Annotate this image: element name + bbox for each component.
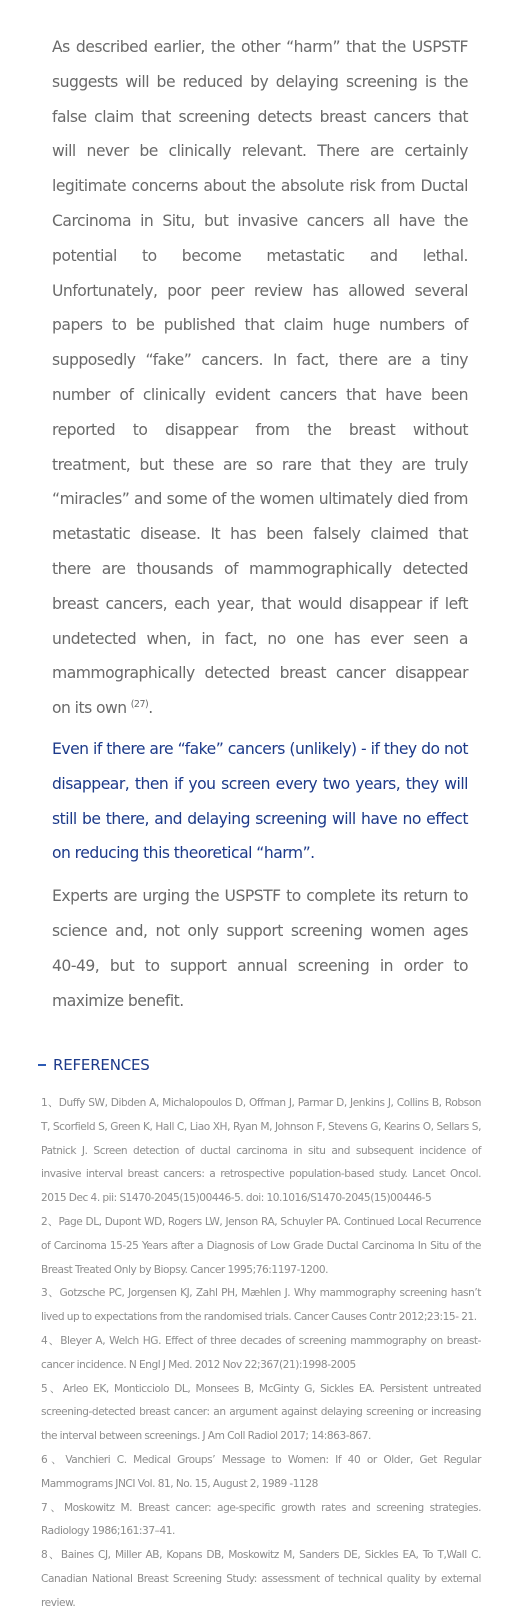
paragraph-text: As described earlier, the other “harm” that the USPSTF suggests will be reduced by delaying screening is the false claim that screening detects breast cancers that will never be clinically relevant. There are certainly legitimate concerns about the absolute risk from Ductal Carcinoma in Situ, but invasive cancers all have the potential to become metastatic and lethal. Unfortunately, poor peer review has allowed several papers to be published that claim huge numbers of supposedly “fake” cancers. In fact, there are a tiny number of clinically evident cancers that have been reported to disappear from the breast without treatment, but these are so rare that they are truly “miracles” and some of the women ultimately died from metastatic disease. It has been falsely claimed that there are thousands of mammographically detected breast cancers, each year, that would disappear if left undetected when, in fact, no one has ever seen a mammographically detected breast cancer disappear on its own [52, 38, 468, 718]
reference-item: 5、Arleo EK, Monticciolo DL, Monsees B, McGinty G, Sickles EA. Persistent untreated screening-detected breast cancer: an argument against delaying screening or increasing the interval between screenings. J Am Coll Radiol 2017; 14:863-867. [41, 1382, 481, 1443]
conclusion-paragraph: Experts are urging the USPSTF to complete its return to science and, not only support screening women ages 40-49, but to support annual screening in order to maximize benefit. [52, 887, 468, 1010]
highlighted-paragraph: Even if there are “fake” cancers (unlikely) - if they do not disappear, then if you screen every two years, they will still be there, and delaying screening will have no effect on reducing this theoretical “harm”. [52, 739, 468, 863]
reference-item: 2、Page DL, Dupont WD, Rogers LW, Jenson RA, Schuyler PA. Continued Local Recurrence of Carcinoma 15-25 Years after a Diagnosis of Low Grade Ductal Carcinoma In Situ of the Breast Treated Only by Biopsy. Cancer 1995;76:1197-1200. [41, 1215, 481, 1276]
citation-marker: (27) [130, 699, 149, 711]
paragraph-end: . [148, 699, 153, 718]
references-header [38, 1056, 150, 1074]
references-title: REFERENCES [53, 1056, 150, 1074]
article-paragraph [52, 30, 468, 726]
reference-item: 6、Vanchieri C. Medical Groups’ Message to Women: If 40 or Older, Get Regular Mammograms JNCI Vol. 81, No. 15, August 2, 1989 -1128 [41, 1453, 481, 1490]
dash-icon [38, 1064, 46, 1066]
references-list [41, 1092, 481, 1616]
reference-item: 3、Gotzsche PC, Jorgensen KJ, Zahl PH, Mæhlen J. Why mammography screening hasn’t lived up to expectations from the randomised trials. Cancer Causes Contr 2012;23:15- 21. [41, 1287, 481, 1324]
reference-item: 7、Moskowitz M. Breast cancer: age-specific growth rates and screening strategies. Radiology 1986;161:37–41. [41, 1501, 481, 1538]
reference-item: 4、Bleyer A, Welch HG. Effect of three decades of screening mammography on breast-cancer incidence. N Engl J Med. 2012 Nov 22;367(21):1998-2005 [41, 1334, 481, 1371]
reference-item: 8、Baines CJ, Miller AB, Kopans DB, Moskowitz M, Sanders DE, Sickles EA, To T,Wall C. Canadian National Breast Screening Study: assessment of technical quality by external review. [41, 1549, 481, 1609]
article-body [52, 30, 468, 1018]
reference-item: 1、Duffy SW, Dibden A, Michalopoulos D, Offman J, Parmar D, Jenkins J, Collins B, Robson T, Scorfield S, Green K, Hall C, Liao XH, Ryan M, Johnson F, Stevens G, Kearins O, Sellars S, Patnick J. Screen detection of ductal carcinoma in situ and subsequent incidence of invasive interval breast cancers: a retrospective population-based study. Lancet Oncol. 2015 Dec 4. pii: S1470-2045(15)00446-5. doi: 10.1016/S1470-2045(15)00446-5 [41, 1097, 481, 1205]
